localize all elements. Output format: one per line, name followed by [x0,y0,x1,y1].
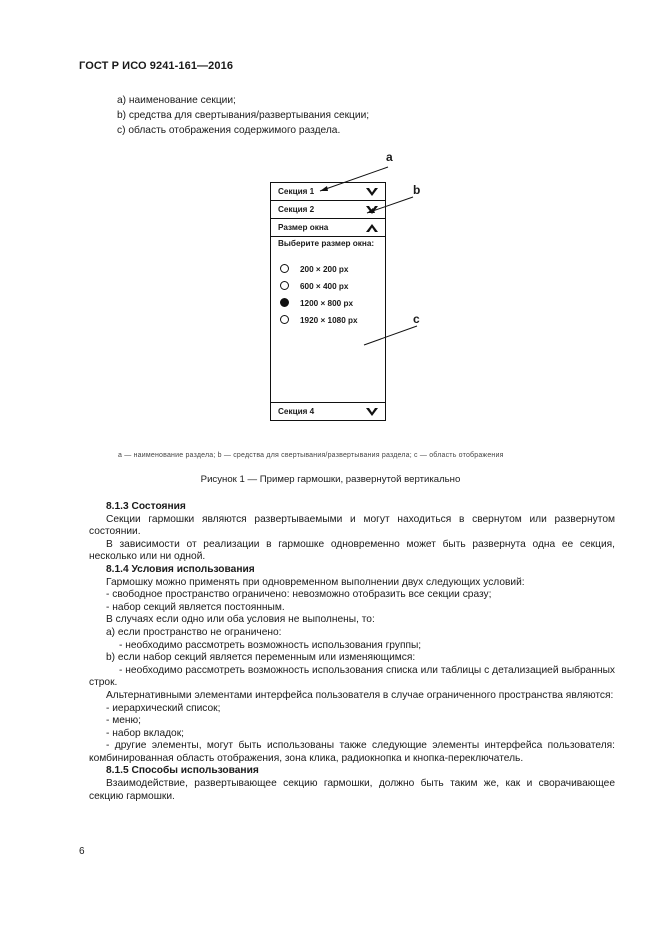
list-item: - необходимо рассмотреть возможность использования группы; [119,639,422,651]
callout-label-b: b [413,183,421,197]
list-item: - другие элементы, могут быть использованы также следующие элементы интерфейса пользователя: комбинированная область отображения, зона клика, радиокнопка и кнопка-переключатель. [89,740,615,764]
section-title: Размер окна [278,223,329,232]
paragraph: Взаимодействие, развертывающее секцию гармошки, должно быть таким же, как и сворачивающее секцию гармошки. [89,778,615,802]
radio-option-1920x1080[interactable]: 1920 × 1080 px [280,315,358,326]
radio-option-600x400[interactable]: 600 × 400 px [280,281,348,292]
intro-list [117,93,369,138]
figure-legend: a — наименование раздела; b — средства для свертывания/развертывания раздела; c — область отображения [118,452,504,459]
radio-option-200x200[interactable]: 200 × 200 px [280,264,348,275]
paragraph: Альтернативными элементами интерфейса пользователя в случае ограниченного пространства являются: [106,689,614,701]
document-header: ГОСТ Р ИСО 9241-161—2016 [79,60,234,72]
accordion-header-section-2[interactable] [271,201,385,219]
content-prompt: Выберите размер окна: [278,239,375,248]
callout-label-c: c [413,312,420,326]
section-title: Секция 2 [278,205,315,214]
chevron-down-icon[interactable] [365,406,379,418]
section-heading: 8.1.4 Условия использования [106,563,255,575]
list-item: a) если пространство не ограничено: [106,626,282,638]
radio-unchecked-icon[interactable] [280,281,289,290]
accordion-header-section-4[interactable] [271,402,385,420]
list-item: - набор секций является постоянным. [106,601,285,613]
callout-label-a: a [386,150,393,164]
list-item: - меню; [106,715,141,727]
paragraph: Гармошку можно применять при одновременном выполнении двух следующих условий: [106,576,525,588]
page-number: 6 [79,846,85,857]
paragraph: Секции гармошки являются развертываемыми и могут находиться в свернутом или развернутом состоянии. [89,513,615,538]
chevron-up-icon[interactable] [365,222,379,234]
accordion-header-section-1[interactable] [271,183,385,201]
list-item: b) если набор секций является переменным или изменяющимся: [106,652,416,664]
radio-option-1200x800[interactable]: 1200 × 800 px [280,298,353,309]
paragraph: В зависимости от реализации в гармошке одновременно может быть развернута одна ее секция, несколько или ни одной. [89,538,615,563]
figure-caption: Рисунок 1 — Пример гармошки, развернутой вертикально [200,474,461,485]
intro-item-c: c) область отображения содержимого раздела. [117,125,341,136]
radio-unchecked-icon[interactable] [280,315,289,324]
accordion-widget [270,182,386,421]
section-heading: 8.1.5 Способы использования [106,765,259,777]
list-item: - набор вкладок; [106,727,185,739]
section-title: Секция 1 [278,187,315,196]
chevron-down-icon[interactable] [365,204,379,216]
radio-checked-icon[interactable] [280,298,289,307]
list-item: - необходимо рассмотреть возможность использования списка или таблицы с детализацией выбранных строк. [89,664,615,689]
intro-item-a: a) наименование секции; [117,95,236,106]
section-title: Секция 4 [278,407,315,416]
radio-unchecked-icon[interactable] [280,264,289,273]
section-heading: 8.1.3 Состояния [106,501,186,512]
intro-item-b: b) средства для свертывания/развертывания секции; [117,110,370,121]
chevron-down-icon[interactable] [365,186,379,198]
list-item: - свободное пространство ограничено: невозможно отобразить все секции сразу; [106,589,492,601]
accordion-header-window-size[interactable] [271,219,385,237]
paragraph: В случаях если одно или оба условия не выполнены, то: [106,614,375,626]
list-item: - иерархический список; [106,702,221,714]
section-body [89,501,615,803]
